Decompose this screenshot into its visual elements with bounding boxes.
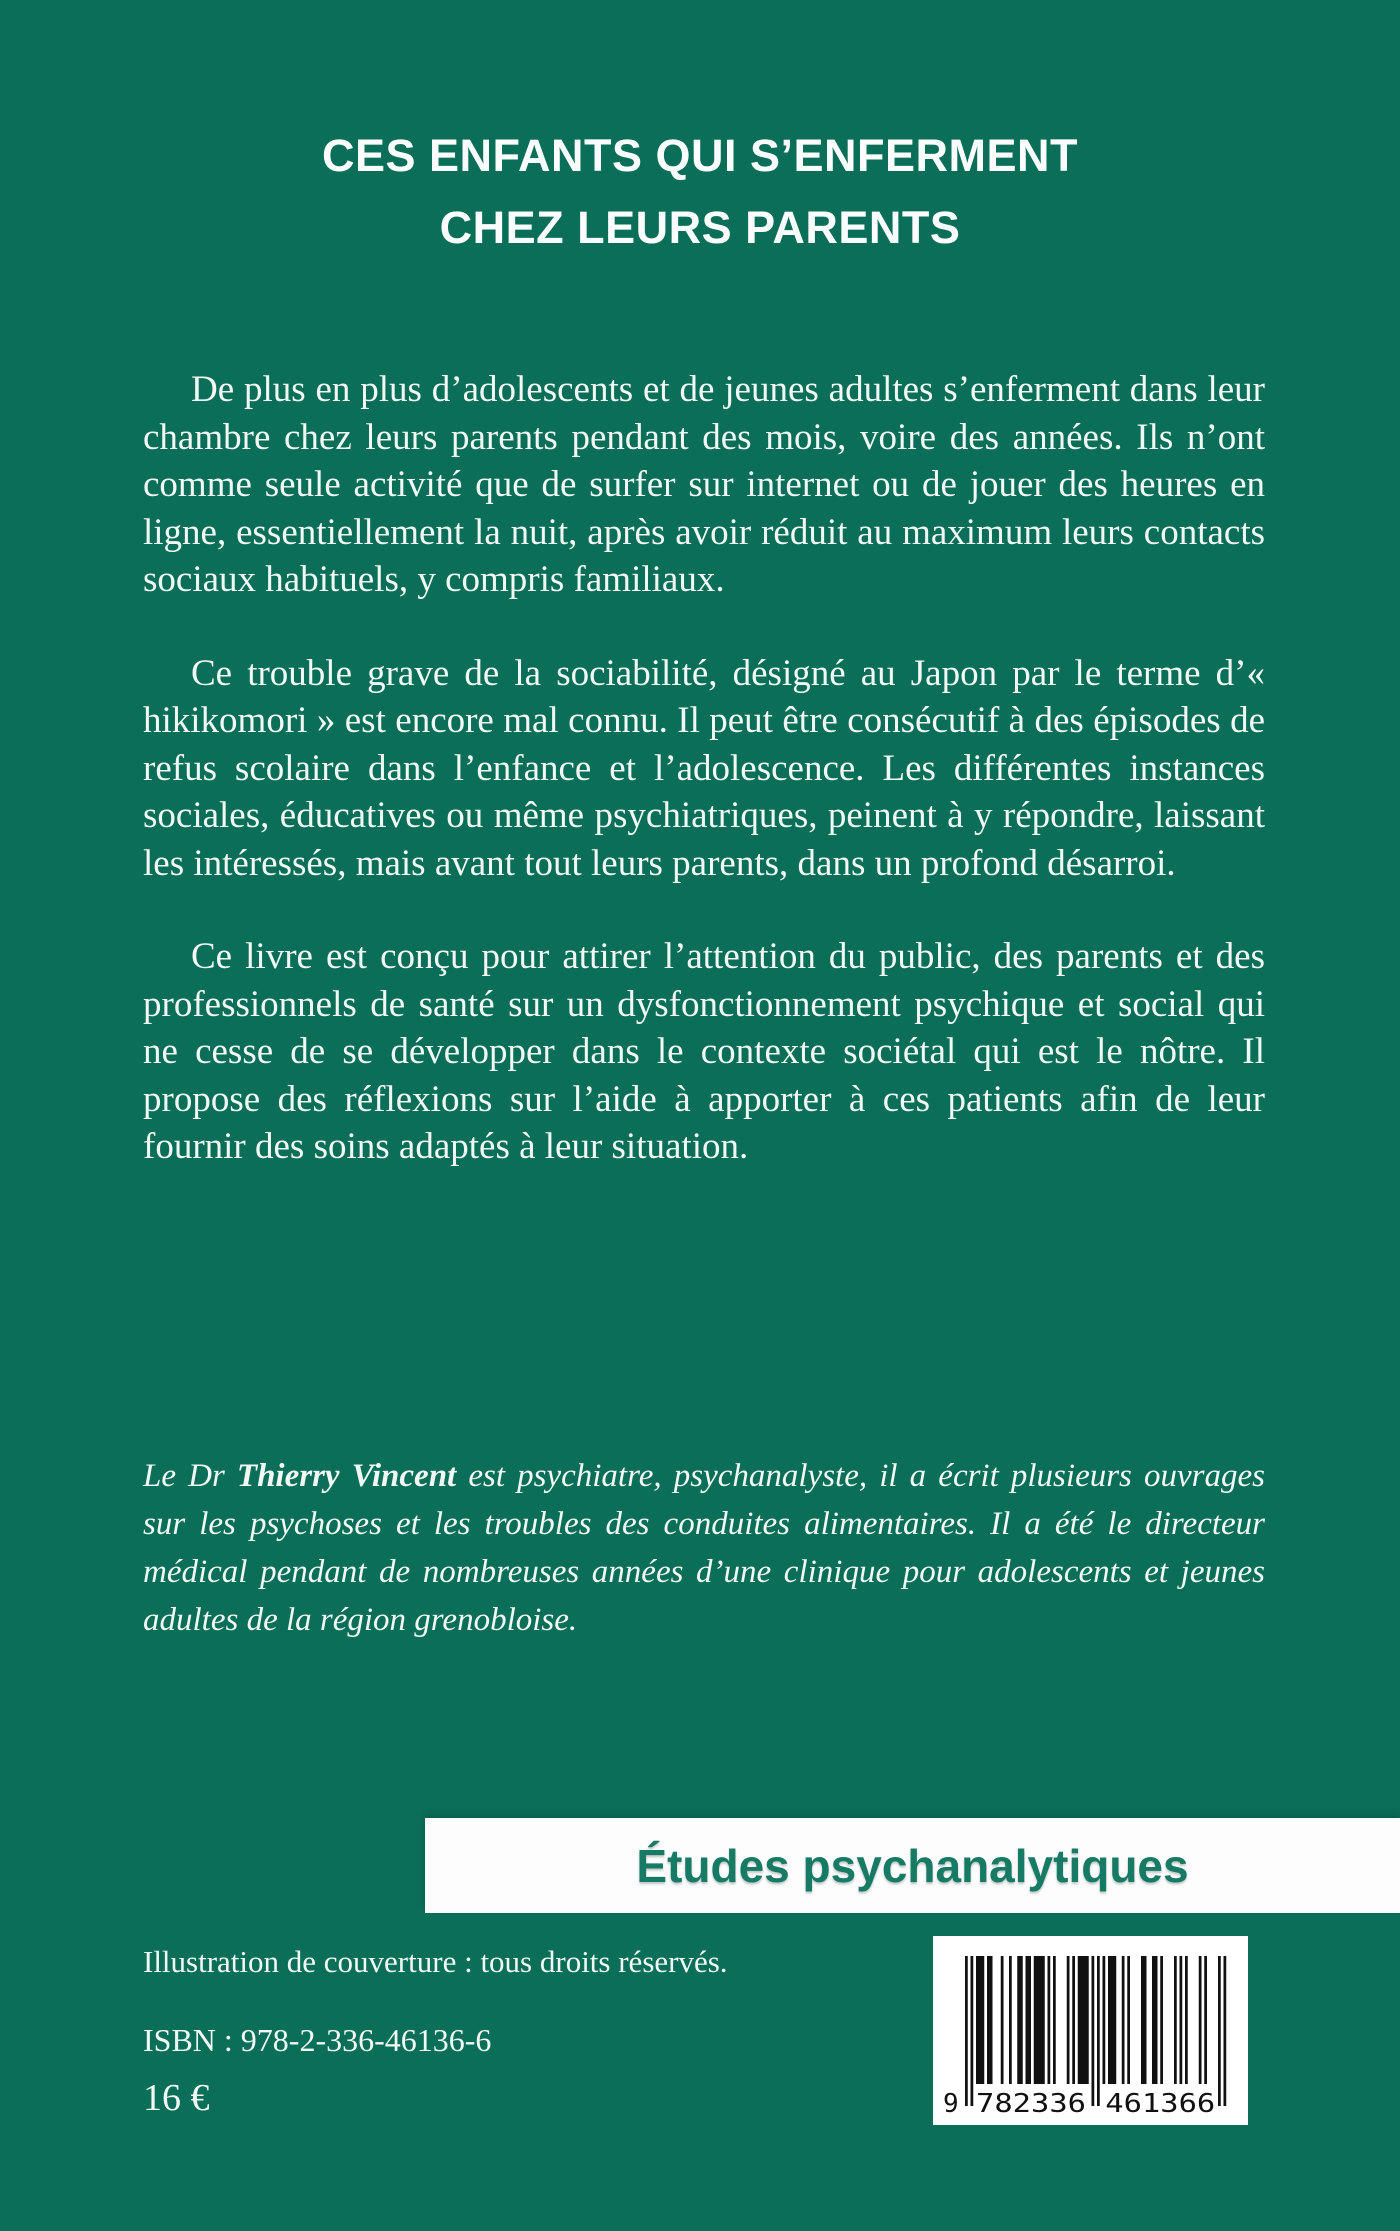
cover-illustration-credit: Illustration de couverture : tous droits réservés. xyxy=(143,1944,728,1979)
svg-text:782336: 782336 xyxy=(976,2089,1086,2119)
svg-text:9: 9 xyxy=(943,2089,959,2119)
book-title xyxy=(0,120,1400,264)
price: 16 € xyxy=(143,2077,210,2119)
barcode xyxy=(933,1936,1248,2125)
synopsis xyxy=(143,366,1265,1217)
synopsis-paragraph-2: Ce trouble grave de la sociabilité, désigné au Japon par le terme d’« hikikomori » est encore mal connu. Il peut être consécutif à des épisodes de refus scolaire dans l’enfance et l’adolescence. Les différentes instances sociales, éducatives ou même psychiatriques, peinent à y répondre, laissant les intéressés, mais avant tout leurs parents, dans un profond désarroi. xyxy=(143,652,1265,884)
book-title-line2: CHEZ LEURS PARENTS xyxy=(439,202,961,253)
synopsis-paragraph-3: Ce livre est conçu pour attirer l’attention du public, des parents et des professionnels de santé sur un dysfonctionnement psychique et social qui ne cesse de se développer dans le contexte sociétal qui est le nôtre. Il propose des réflexions sur l’aide à apporter à ces patients afin de leur fournir des soins adaptés à leur situation. xyxy=(143,936,1265,1167)
author-bio xyxy=(143,1452,1265,1644)
author-name: Thierry Vincent xyxy=(236,1458,457,1494)
author-bio-text: est psychiatre, psychanalyste, il a écrit plusieurs ouvrages sur les psychoses et les troubles des conduites alimentaires. Il a été le directeur médical pendant de nombreuses années d’une clinique pour adolescents et jeunes adultes de la région grenobloise. xyxy=(143,1458,1265,1638)
synopsis-paragraph-1: De plus en plus d’adolescents et de jeunes adultes s’enferment dans leur chambre chez leurs parents pendant des mois, voire des années. Ils n’ont comme seule activité que de surfer sur internet ou de jouer des heures en ligne, essentiellement la nuit, après avoir réduit au maximum leurs contacts sociaux habituels, y compris familiaux. xyxy=(143,369,1265,600)
barcode-image xyxy=(933,1936,1248,2125)
svg-text:461366: 461366 xyxy=(1105,2089,1216,2119)
collection-banner xyxy=(425,1818,1400,1913)
collection-title: Études psychanalytiques xyxy=(636,1839,1189,1892)
isbn: ISBN : 978-2-336-46136-6 xyxy=(143,2022,492,2058)
author-bio-prefix: Le Dr xyxy=(143,1458,237,1494)
book-title-line1: CES ENFANTS QUI S’ENFERMENT xyxy=(321,130,1079,181)
